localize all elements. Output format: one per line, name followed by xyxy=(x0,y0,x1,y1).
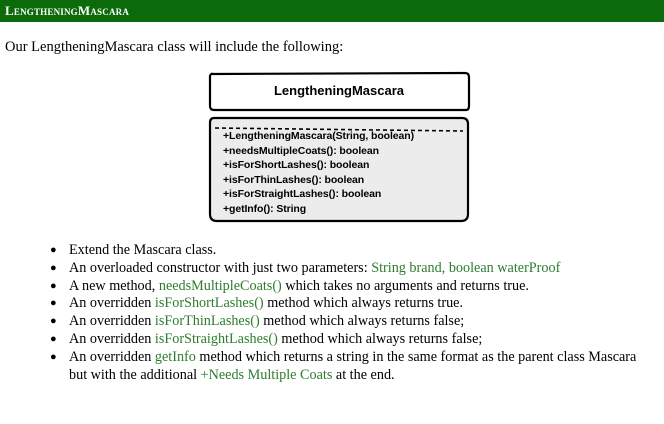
section-title: LengtheningMascara xyxy=(5,3,130,18)
item-text: method which always returns true. xyxy=(263,295,464,312)
list-item xyxy=(50,260,650,278)
code-term: isForThinLashes() xyxy=(154,313,260,330)
code-term: getInfo xyxy=(154,348,196,365)
code-term: needsMultipleCoats() xyxy=(158,277,282,294)
uml-class-name: LengtheningMascara xyxy=(273,83,405,98)
uml-member: +getInfo(): String xyxy=(223,202,307,215)
list-item xyxy=(50,313,650,331)
item-text: at the end. xyxy=(332,366,395,383)
list-item xyxy=(50,331,650,349)
uml-member: +isForThinLashes(): boolean xyxy=(223,173,365,186)
bullet: ● xyxy=(50,332,57,345)
list-item xyxy=(50,295,650,313)
list-item xyxy=(50,349,650,385)
uml-member: +needsMultipleCoats(): boolean xyxy=(223,144,379,157)
uml-members-list xyxy=(223,129,414,217)
section-header xyxy=(0,0,664,22)
item-text: An overridden xyxy=(69,313,155,330)
bullet: ● xyxy=(50,350,57,363)
code-term: String brand, boolean waterProof xyxy=(371,259,561,276)
item-text: An overridden xyxy=(69,348,155,365)
list-item xyxy=(50,242,650,260)
code-term: +Needs Multiple Coats xyxy=(200,366,333,383)
item-text: Extend the Mascara class. xyxy=(69,242,217,258)
requirements-list xyxy=(50,242,650,384)
bullet: ● xyxy=(50,297,57,310)
code-term: isForShortLashes() xyxy=(154,295,264,312)
bullet: ● xyxy=(50,315,57,328)
bullet: ● xyxy=(50,244,57,256)
intro-text: Our LengtheningMascara class will include the following: xyxy=(5,39,344,55)
item-text: which takes no arguments and returns true. xyxy=(281,277,529,294)
item-text: A new method, xyxy=(69,277,159,294)
item-text: An overloaded constructor with just two parameters: xyxy=(69,259,372,276)
code-term: isForStraightLashes() xyxy=(154,330,278,347)
item-text: An overridden xyxy=(69,295,155,312)
uml-member: +isForStraightLashes(): boolean xyxy=(223,188,382,201)
item-text: An overridden xyxy=(69,330,155,347)
bullet: ● xyxy=(50,261,57,274)
uml-member: +LengtheningMascara(String, boolean) xyxy=(223,130,414,142)
bullet: ● xyxy=(50,279,57,292)
item-text: method which returns a string in the same format as the parent class Mascara but with the additional xyxy=(69,348,637,383)
list-item xyxy=(50,278,650,296)
uml-class-diagram xyxy=(205,68,473,228)
item-text: method which always returns false; xyxy=(259,313,465,330)
uml-member: +isForShortLashes(): boolean xyxy=(223,159,370,172)
item-text: method which always returns false; xyxy=(277,330,483,347)
